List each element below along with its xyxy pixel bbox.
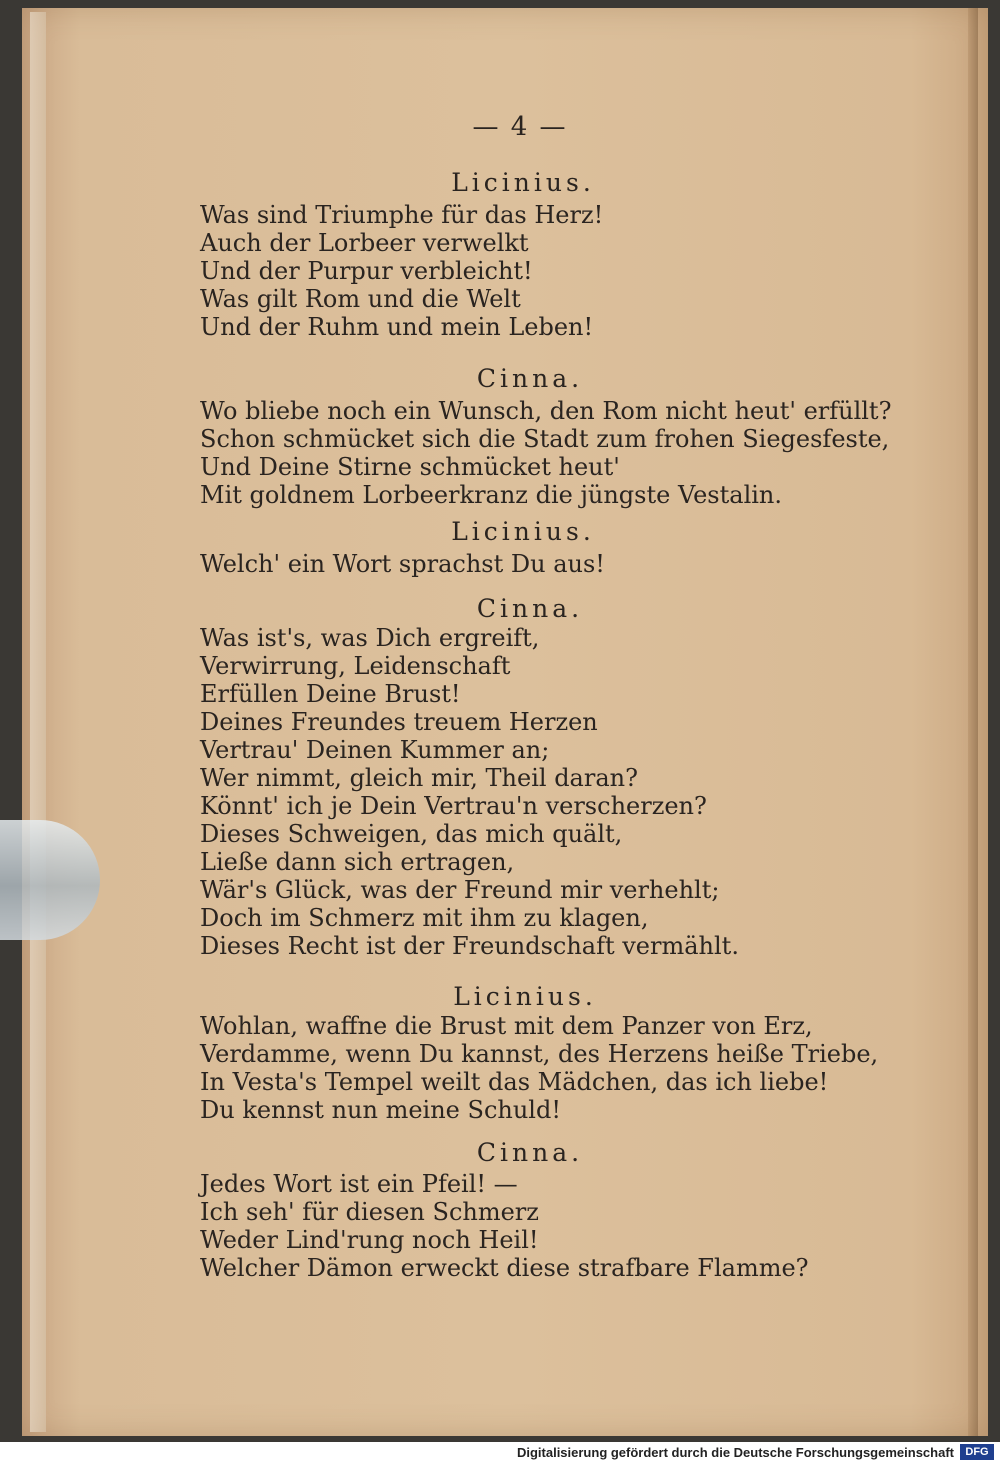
speaker-name: Licinius. (453, 982, 597, 1011)
verse-line: Ich seh' für diesen Schmerz (200, 1198, 539, 1226)
verse-line: Schon schmücket sich die Stadt zum frohen Siegesfeste, (200, 425, 890, 453)
verse-line: Könnt' ich je Dein Vertrau'n verscherzen? (200, 792, 707, 820)
footer-bar (0, 1442, 1000, 1464)
verse-line: Jedes Wort ist ein Pfeil! — (200, 1170, 518, 1198)
verse-line: Wer nimmt, gleich mir, Theil daran? (200, 764, 638, 792)
verse-line: Welch' ein Wort sprachst Du aus! (200, 550, 605, 578)
verse-line: Was sind Triumphe für das Herz! (200, 201, 604, 229)
verse-line: Verwirrung, Leidenschaft (200, 652, 511, 680)
speaker-name: Licinius. (451, 168, 595, 197)
verse-line: Dieses Recht ist der Freundschaft vermählt. (200, 932, 739, 960)
verse-line: Erfüllen Deine Brust! (200, 680, 461, 708)
verse-line: Wohlan, waffne die Brust mit dem Panzer von Erz, (200, 1012, 813, 1040)
verse-line: Verdamme, wenn Du kannst, des Herzens heiße Triebe, (200, 1040, 879, 1068)
speaker-name: Cinna. (476, 594, 584, 623)
verse-line: Wo bliebe noch ein Wunsch, den Rom nicht heut' erfüllt? (200, 397, 892, 425)
verse-line: Du kennst nun meine Schuld! (200, 1096, 561, 1124)
dfg-logo[interactable]: DFG (960, 1444, 994, 1460)
speaker-name: Cinna. (476, 1138, 584, 1167)
speaker-name: Cinna. (476, 364, 584, 393)
verse-line: Vertrau' Deinen Kummer an; (200, 736, 550, 764)
speaker-name: Licinius. (451, 517, 595, 546)
verse-line: Doch im Schmerz mit ihm zu klagen, (200, 904, 649, 932)
verse-line: Welcher Dämon erweckt diese strafbare Flamme? (200, 1254, 809, 1282)
verse-line: Mit goldnem Lorbeerkranz die jüngste Vestalin. (200, 481, 782, 509)
verse-line: Und der Ruhm und mein Leben! (200, 313, 594, 341)
verse-line: Ließe dann sich ertragen, (200, 848, 515, 876)
verse-line: Auch der Lorbeer verwelkt (200, 229, 529, 257)
verse-line: Und Deine Stirne schmücket heut' (200, 453, 620, 481)
verse-line: Dieses Schweigen, das mich quält, (200, 820, 623, 848)
verse-line: Was gilt Rom und die Welt (200, 285, 521, 313)
verse-line: Wär's Glück, was der Freund mir verhehlt; (200, 876, 720, 904)
verse-line: Und der Purpur verbleicht! (200, 257, 533, 285)
verse-line: In Vesta's Tempel weilt das Mädchen, das ich liebe! (200, 1068, 829, 1096)
footer-credit: Digitalisierung gefördert durch die Deutsche Forschungsgemeinschaft (516, 1445, 954, 1460)
verse-line: Deines Freundes treuem Herzen (200, 708, 598, 736)
verse-line: Weder Lind'rung noch Heil! (200, 1226, 539, 1254)
verse-line: Was ist's, was Dich ergreift, (200, 624, 540, 652)
page-number: — 4 — (472, 112, 568, 142)
